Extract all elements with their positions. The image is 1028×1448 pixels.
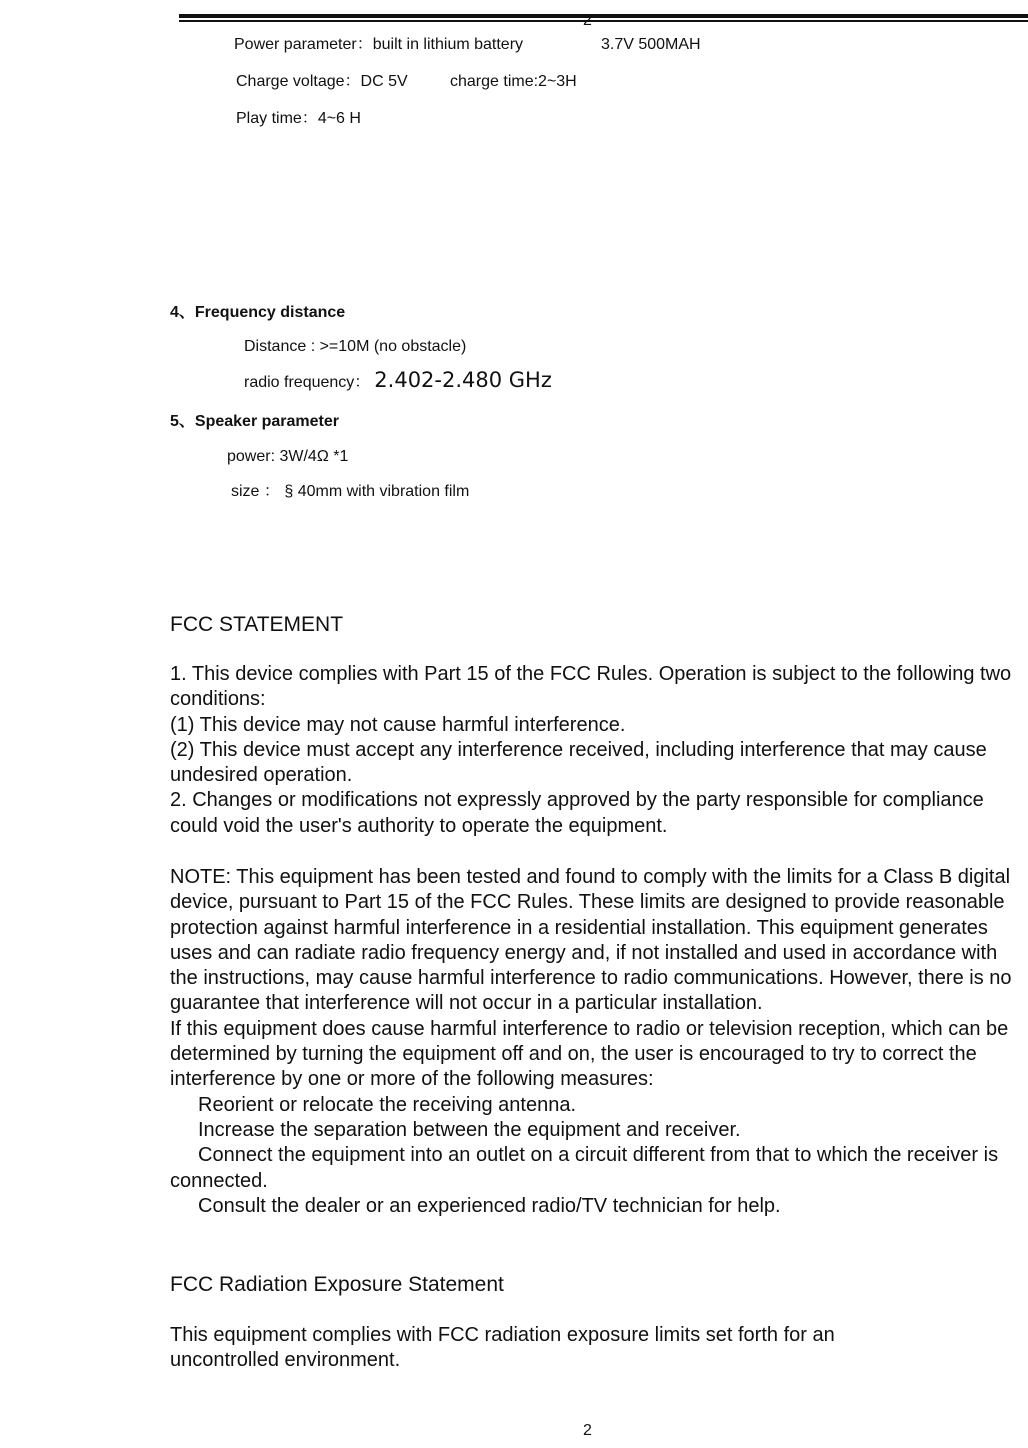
power-parameter-line	[234, 35, 523, 55]
header-rule-thin	[179, 20, 1028, 22]
fcc-measure-1: Reorient or relocate the receiving antenna.	[198, 1093, 577, 1116]
fcc-measure-3-text: Connect the equipment into an outlet on a circuit different from that to which the receiver is connected.	[170, 1144, 999, 1192]
fcc-if-paragraph: If this equipment does cause harmful interference to radio or television reception, which can be determined by turning the equipment off and on, the user is encouraged to try to correct the interference by one or more of the following measures:	[170, 1017, 1009, 1091]
fcc-radiation-block	[170, 1323, 930, 1374]
speaker-size-line: size ： § 40mm with vibration film	[231, 483, 470, 500]
section-4-heading: 4、Frequency distance	[170, 304, 346, 321]
fcc-paragraph-1: 1. This device complies with Part 15 of the FCC Rules. Operation is subject to the following two conditions:	[170, 663, 1012, 711]
fcc-radiation-title: FCC Radiation Exposure Statement	[170, 1273, 504, 1296]
play-time-value: 4~6 H	[317, 110, 361, 127]
header-page-number: 2	[583, 12, 592, 29]
charge-time: charge time:2~3H	[450, 73, 577, 90]
fcc-measure-4: Consult the dealer or an experienced radio/TV technician for help.	[198, 1194, 781, 1217]
fcc-measure-2: Increase the separation between the equipment and receiver.	[198, 1118, 741, 1141]
fcc-note-paragraph: NOTE: This equipment has been tested and found to comply with the limits for a Class B digital device, pursuant to Part 15 of the FCC Rules. These limits are designed to provide reasonable protection against harmful interference in a residential installation. This equipment generates uses and can radiate radio frequency energy and, if not installed and used in accordance with the instructions, may cause harmful interference to radio communications. However, there is no guarantee that interference will not occur in a particular installation.	[170, 866, 1012, 1015]
fcc-paragraph-2: 2. Changes or modifications not expressly approved by the party responsible for compliance could void the user's authority to operate the equipment.	[170, 789, 984, 837]
fcc-condition-2: (2) This device must accept any interference received, including interference that may cause undesired operation.	[170, 738, 987, 787]
fcc-radiation-text: This equipment complies with FCC radiation exposure limits set forth for an uncontrolled environment.	[170, 1324, 835, 1372]
power-parameter-label: Power parameter：	[234, 36, 373, 53]
fcc-condition-1: (1) This device may not cause harmful interference.	[170, 713, 626, 736]
radio-frequency-line	[244, 370, 552, 393]
play-time-line	[236, 109, 361, 129]
section-5-heading: 5、Speaker parameter	[170, 413, 339, 430]
fcc-measure-3	[170, 1143, 1020, 1194]
charge-voltage-label: Charge voltage：	[236, 73, 361, 90]
fcc-note-block	[170, 865, 1020, 1219]
charge-voltage-value: DC 5V	[360, 73, 408, 90]
fcc-conditions-block	[170, 662, 1020, 839]
power-parameter-value: built in lithium battery	[372, 36, 524, 53]
fcc-statement-title: FCC STATEMENT	[170, 613, 344, 636]
speaker-power-line: power: 3W/4Ω *1	[227, 448, 349, 465]
footer-page-number: 2	[583, 1422, 592, 1439]
header-rule-thick	[179, 14, 1028, 18]
play-time-label: Play time：	[236, 110, 318, 127]
distance-line: Distance : >=10M (no obstacle)	[244, 338, 467, 355]
radio-frequency-label: radio frequency：	[244, 374, 371, 391]
power-parameter-rating: 3.7V 500MAH	[601, 36, 701, 53]
charge-voltage-line	[236, 72, 408, 92]
radio-frequency-value: 2.402-2.480 GHz	[374, 368, 552, 392]
